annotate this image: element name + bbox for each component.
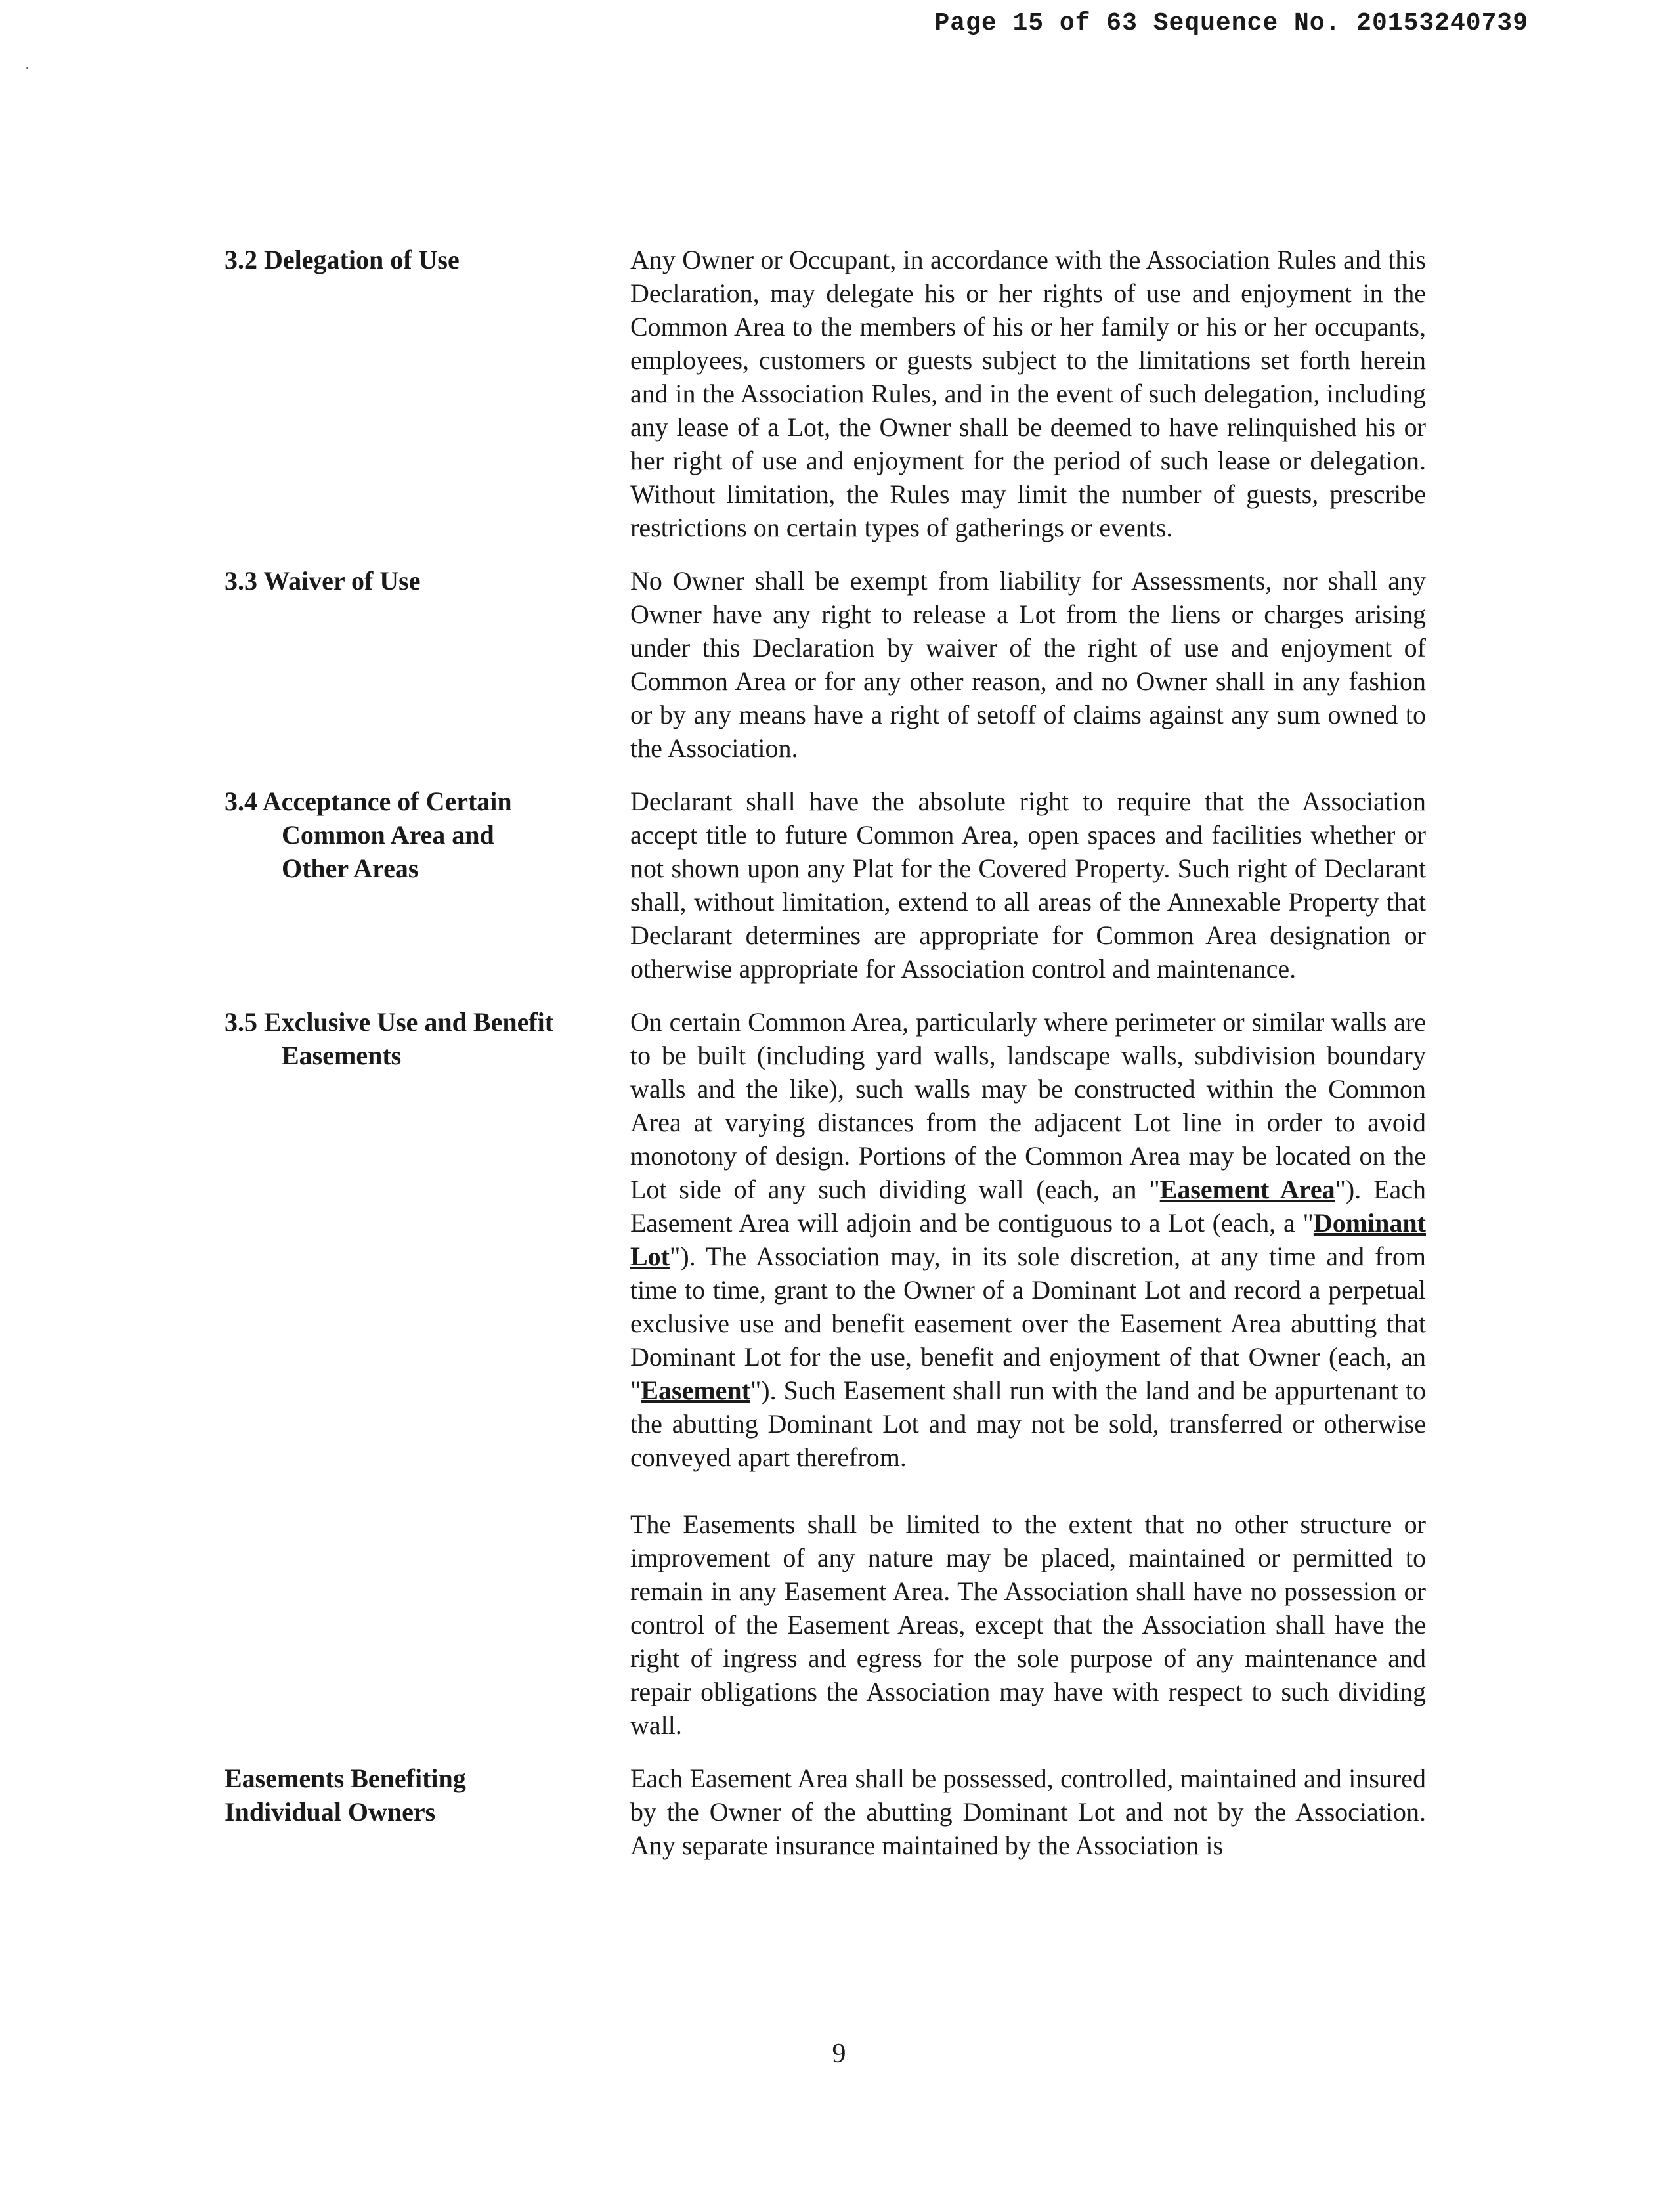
section-3-5-heading-line1: 3.5 Exclusive Use and Benefit [225, 1007, 554, 1037]
page-sequence-header: Page 15 of 63 Sequence No. 20153240739 [934, 9, 1528, 37]
paragraph-text: On certain Common Area, particularly where perimeter or similar walls are to be built (including yard walls, landscape walls, subdivision boundary walls and the like), such walls may be constructed within the Common Area at varying distances from the adjacent Lot line in order to avoid monotony of design. Portions of the Common Area may be located on the Lot side of any such dividing wall (each, an " [630, 1007, 1426, 1204]
section-3-3-paragraph: No Owner shall be exempt from liability for Assessments, nor shall any Owner have any right to release a Lot from the liens or charges arising under this Declaration by waiver of the right of use and enjoyment of Common Area or for any other reason, and no Owner shall in any fashion or by any means have a right of setoff of claims against any sum owned to the Association. [630, 566, 1426, 763]
paragraph-text: "). Each Easement Area will adjoin and be contiguous to a Lot (each, a " [630, 1175, 1427, 1238]
section-3-5-text [630, 1005, 1426, 1742]
paragraph-text: "). Such Easement shall run with the land and be appurtenant to the abutting Dominant Lot and may not be sold, transferred or otherwise conveyed apart therefrom. [630, 1376, 1426, 1472]
scan-speck [26, 67, 28, 69]
section-3-3-text [630, 564, 1426, 765]
section-3-4-heading [225, 785, 630, 885]
section-3-3 [225, 564, 1426, 765]
section-3-4-text [630, 785, 1426, 986]
section-3-4-paragraph: Declarant shall have the absolute right to require that the Association accept title to future Common Area, open spaces and facilities whether or not shown upon any Plat for the Covered Property. Such right of Declarant shall, without limitation, extend to all areas of the Annexable Property that Declarant determines are appropriate for Common Area designation or otherwise appropriate for Association control and maintenance. [630, 787, 1426, 984]
section-3-2 [225, 243, 1426, 544]
section-3-2-text [630, 243, 1426, 544]
section-3-5 [225, 1005, 1426, 1742]
easements-benefiting-paragraph: Each Easement Area shall be possessed, controlled, maintained and insured by the Owner of the abutting Dominant Lot and not by the Association. Any separate insurance maintained by the Association is [630, 1764, 1426, 1860]
section-easements-benefiting [225, 1762, 1426, 1862]
paragraph-text: "). The Association may, in its sole discretion, at any time and from time to time, grant to the Owner of a Dominant Lot and record a perpetual exclusive use and benefit easement over the Easement Area abutting that Dominant Lot for the use, benefit and enjoyment of that Owner (each, an " [630, 1242, 1426, 1405]
document-body [225, 243, 1426, 1882]
easements-benefiting-heading-line2: Individual Owners [225, 1797, 436, 1827]
section-3-2-paragraph: Any Owner or Occupant, in accordance with the Association Rules and this Declaration, may delegate his or her rights of use and enjoyment in the Common Area to the members of his or her family or his or her occupants, employees, customers or guests subject to the limitations set forth herein and in the Association Rules, and in the event of such delegation, including any lease of a Lot, the Owner shall be deemed to have relinquished his or her right of use and enjoyment for the period of such lease or delegation. Without limitation, the Rules may limit the number of guests, prescribe restrictions on certain types of gatherings or events. [630, 245, 1426, 542]
easements-benefiting-text [630, 1762, 1426, 1862]
easements-benefiting-heading [225, 1762, 630, 1829]
easements-benefiting-heading-line1: Easements Benefiting [225, 1764, 466, 1793]
section-3-3-heading: 3.3 Waiver of Use [225, 566, 421, 596]
defined-term-easement-area: Easement Area [1159, 1175, 1335, 1204]
section-3-4-heading-line2: Common Area and [282, 820, 494, 850]
section-3-5-paragraph-1 [630, 1005, 1426, 1474]
section-3-4 [225, 785, 1426, 986]
section-3-4-heading-line3: Other Areas [282, 854, 419, 883]
section-3-5-paragraph-2: The Easements shall be limited to the extent that no other structure or improvement of any nature may be placed, maintained or permitted to remain in any Easement Area. The Association shall have no possession or control of the Easement Areas, except that the Association shall have the right of ingress and egress for the sole purpose of any maintenance and repair obligations the Association may have with respect to such dividing wall. [630, 1509, 1426, 1740]
section-3-4-heading-line1: 3.4 Acceptance of Certain [225, 787, 512, 816]
page-number: 9 [832, 2039, 846, 2069]
section-3-5-heading [225, 1005, 630, 1072]
defined-term-dominant-lot: Dominant Lot [630, 1208, 1426, 1271]
section-3-2-heading: 3.2 Delegation of Use [225, 245, 460, 274]
section-3-5-heading-line2: Easements [282, 1041, 402, 1070]
defined-term-easement: Easement [641, 1376, 750, 1405]
